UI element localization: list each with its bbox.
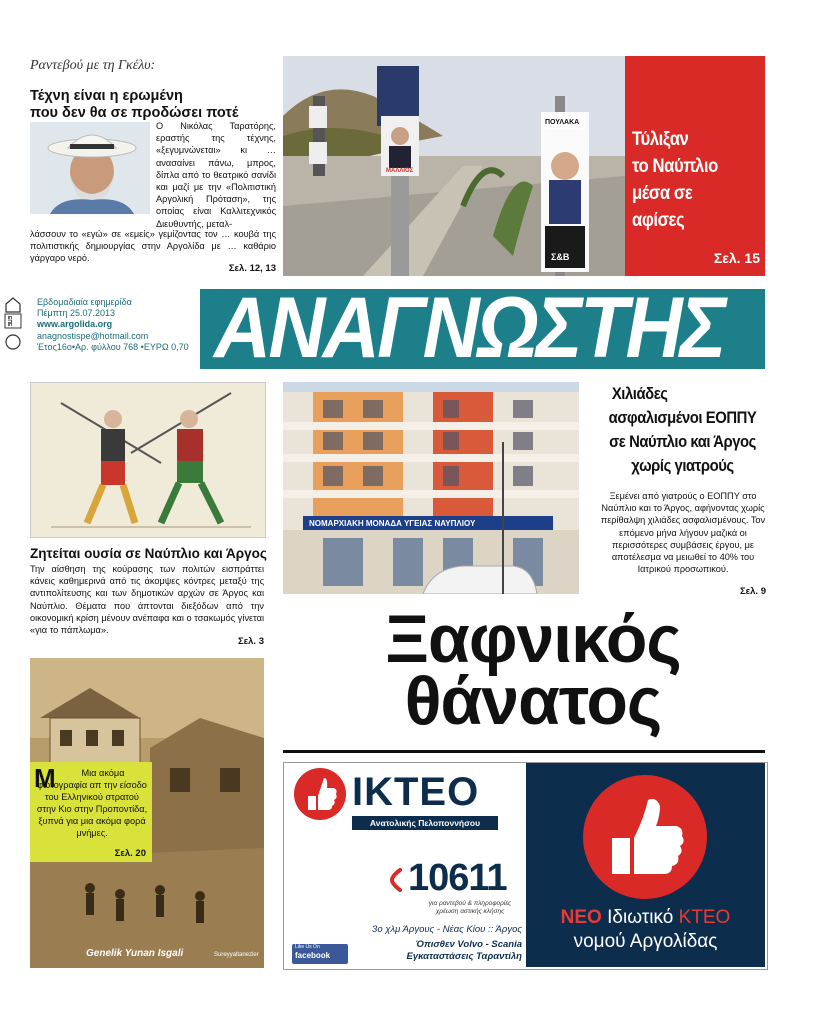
ad-location1: Όπισθεν Volvo - Scania (415, 939, 522, 950)
ad-phone[interactable]: 10611 (408, 857, 507, 899)
portrait-photo (30, 122, 150, 214)
top-headline-line1: Τέχνη είναι η ερωμένη (30, 88, 183, 104)
ikteo-logo-icon (292, 766, 348, 822)
big-headline (300, 601, 766, 739)
ad-location2: Εγκαταστάσεις Ταραντίλη (406, 951, 522, 962)
big-headline-line1: Ξαφνικός (385, 601, 681, 677)
masthead-info (37, 297, 189, 353)
ad-slogan-kteo: ΚΤΕΟ (678, 907, 731, 928)
top-body-right: Ο Νικόλας Ταρατόρης, εραστής της τέχνης, «ξεγυμνώνεται» κι … ανασαίνει πάνω, μπρος, δίπλα από το θεατρικό σανίδι και μαζί με την «Πολιτιστική Αργολική Πρόταση», της οποίας είναι Καλλιτεχνικός Διευθυντής, μεταλ- (156, 121, 276, 229)
headline-rule (283, 750, 765, 753)
ad-phone-note2: χρέωση αστικής κλήσης (435, 908, 505, 915)
ad-phone-note1: για ραντεβού & πληροφορίες (428, 900, 512, 907)
poster-page-ref: Σελ. 15 (713, 250, 760, 266)
photo-caption-left: Genelik Yunan Isgali (86, 948, 184, 959)
ad-region: Ανατολικής Πελοποννήσου (369, 818, 481, 828)
top-headline-line2: που δεν θα σε προδώσει ποτέ (30, 105, 239, 121)
ad-address: 3ο χλμ Άργους - Νέας Κίου :: Άργος (372, 924, 522, 935)
ad-slogan-private: Ιδιωτικό (607, 907, 674, 928)
facebook-like-text: Like Us On (295, 944, 320, 950)
eoppy-headline-line2: ασφαλισμένοι ΕΟΠΠΥ (608, 409, 757, 427)
ad-locations (360, 939, 522, 963)
ad-slogan-line1 (526, 906, 765, 930)
top-headline (30, 88, 280, 122)
health-building-photo (283, 382, 579, 594)
ad-brand: ΙΚΤΕΟ (352, 770, 480, 814)
side-badge: ΕΠΕ (6, 316, 12, 327)
poster-headline-line2: το Ναύπλιο (632, 156, 718, 177)
poster-headline-line1: Τύλιξαν (632, 129, 689, 150)
poster-text-3: Σ&Β (551, 252, 570, 262)
poster-text-1: ΜΑΛΛΙΟΣ (386, 168, 414, 174)
big-headline-line2: θάνατος (404, 663, 662, 739)
poster-text-2: ΠΟΥΛΑΚΑ (545, 119, 580, 126)
masthead-website[interactable]: www.argolida.org (37, 319, 113, 330)
photo-page-ref: Σελ. 20 (114, 848, 146, 859)
kicker: Ραντεβού με τη Γκέλυ: (30, 58, 156, 73)
masthead-date: Πέμπτη 25.07.2013 (37, 308, 116, 319)
facebook-text: facebook (295, 951, 331, 960)
ad-slogan-line2: νομού Αργολίδας (573, 931, 718, 952)
poster-headline (632, 126, 746, 234)
essence-body: Την αίσθηση της κούρασης των πολιτών εισπράττει κάνεις καθημερινά από τις άκομψες κόντρες μεταξύ της αντιπολίτευσης και των δημοτικών αρχών σε Άργος και Ναύπλιο. Θέματα που άπτονται διεξόδων από την οικονομική κρίση μένουν ανέπαφα και ο τσακωμός γίνεται «για το πάπλωμα». (30, 564, 264, 636)
eoppy-headline-line1: Χιλιάδες (611, 385, 668, 403)
ad-phone-note (420, 900, 520, 916)
photo-story-body: Μια ακόμα φωτογραφία απ την είσοδο του Ελληνικού στρατού στην Κιο στην Προποντίδα, ξυπνά για μια ακόμα φορά μνήμες. (36, 768, 148, 838)
photo-dropcap: Μ (34, 763, 56, 793)
masthead-tagline: Εβδομαδιαία εφημερίδα (37, 297, 132, 307)
essence-page-ref: Σελ. 3 (237, 636, 264, 647)
masthead-issue: Έτος16ο•Αρ. φύλλου 768 •ΕΥΡΩ 0,70 (37, 341, 189, 352)
eoppy-headline-line3: σε Ναύπλιο και Άργος (609, 433, 756, 451)
masthead-title: ΑΝΑΓΝΩΣΤΗΣ (214, 280, 724, 376)
eoppy-headline-line4: χωρίς γιατρούς (631, 457, 734, 475)
ad-slogan-new: ΝΕΟ (560, 907, 602, 928)
thumbs-up-icon (580, 772, 710, 902)
top-body-full: λάσσουν το «εγώ» σε «εμείς» γεμίζοντας τον … κουβά της πολιτιστικής δημιουργίας στην Αργολίδα με … καθάριο γάργαρο νερό. (30, 229, 276, 264)
posters-photo (283, 56, 625, 276)
building-sign: ΝΟΜΑΡΧΙΑΚΗ ΜΟΝΑΔΑ ΥΓΕΙΑΣ ΝΑΥΠΛΙΟΥ (309, 519, 476, 528)
photo-caption-right: Sureyyaltanezler (214, 952, 259, 958)
essence-headline: Ζητείται ουσία σε Ναύπλιο και Άργος (30, 546, 267, 561)
eoppy-body: Ξεμένει από γιατρούς ο ΕΟΠΠΥ στο Ναύπλιο και το Άργος, αφήνοντας χωρίς περίθαλψη χιλιάδες ασφαλισμένους. Τον επόμενο μήνα λήγουν μαζικά οι περισσότερες συμβάσεις έργου, με αποτέλεσμα να μειωθεί το 40% του Ιατρικού προσωπικού. (600, 491, 766, 575)
ad-slogan (526, 906, 765, 954)
facebook-badge[interactable] (292, 944, 348, 964)
eoppy-headline (608, 382, 757, 478)
phone-icon (390, 868, 406, 892)
top-page-ref: Σελ. 12, 13 (228, 263, 276, 274)
poster-headline-line3: μέσα σε αφίσες (632, 183, 693, 231)
fencing-illustration (30, 382, 266, 538)
eoppy-page-ref: Σελ. 9 (739, 586, 766, 597)
masthead-email[interactable]: anagnostispe@hotmail.com (37, 330, 149, 341)
masthead-subtitle: ΠΕΛΟΠΟΝΝΗΣΟΥ (732, 300, 738, 351)
